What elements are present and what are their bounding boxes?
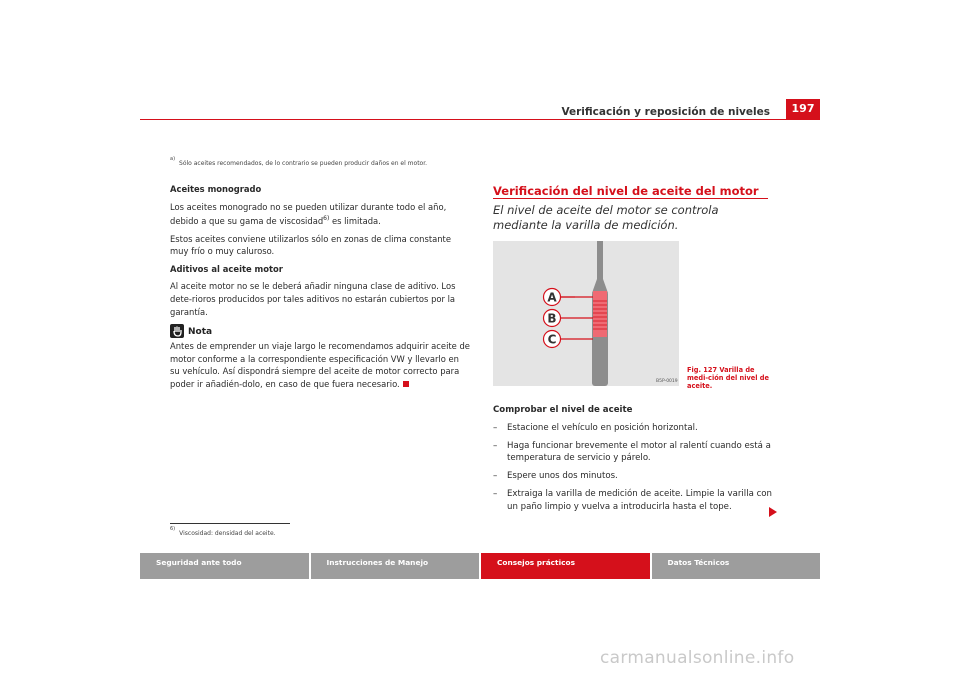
footnote-a <box>170 158 490 167</box>
footnote-a-text: Sólo aceites recomendados, de lo contrario se pueden producir daños en el motor. <box>179 160 428 167</box>
label-B-text: B <box>547 311 557 326</box>
tab-datos[interactable]: Datos Técnicos <box>652 553 821 579</box>
step-text: Haga funcionar brevemente el motor al ralentí cuando está a temperatura de servicio y párelo. <box>507 440 771 464</box>
tab-instrucciones[interactable]: Instrucciones de Manejo <box>311 553 480 579</box>
heading-aditivos: Aditivos al aceite motor <box>170 263 283 274</box>
section-intro: El nivel de aceite del motor se controla mediante la varilla de medición. <box>493 203 719 232</box>
step-text: Espere unos dos minutos. <box>507 471 618 482</box>
footnote-6 <box>170 528 370 537</box>
procedure <box>493 404 778 514</box>
procedure-step <box>493 422 778 435</box>
procedure-title: Comprobar el nivel de aceite <box>493 405 633 415</box>
procedure-step <box>493 470 778 483</box>
dipstick-figure <box>493 241 679 386</box>
watermark: carmanualsonline.info <box>600 648 795 668</box>
nota-label: Nota <box>188 326 213 337</box>
continue-arrow-icon[interactable] <box>769 507 777 517</box>
step-dash: – <box>493 471 498 482</box>
footnote-6-text: Viscosidad: densidad del aceite. <box>179 530 276 537</box>
tab-consejos[interactable]: Consejos prácticos <box>481 553 650 579</box>
section-rule <box>493 198 768 199</box>
para-monogrado-1-end: es limitada. <box>329 215 381 226</box>
procedure-step <box>493 440 778 466</box>
para-monogrado-1-text: Los aceites monogrado no se pueden utilizar durante todo el año, debido a que su gama de viscosidad <box>170 201 447 226</box>
nota-text <box>170 340 470 390</box>
left-column <box>170 183 470 396</box>
note-icon <box>170 324 184 338</box>
step-dash: – <box>493 422 498 433</box>
para-monogrado-1 <box>170 201 470 228</box>
section-end-marker <box>403 381 409 387</box>
label-A-text: A <box>547 290 557 305</box>
footnote-6-marker: 6) <box>170 526 176 532</box>
para-monogrado-2: Estos aceites conviene utilizarlos sólo en zonas de clima constante muy frío o muy caluroso. <box>170 233 451 257</box>
para-aditivos: Al aceite motor no se le deberá añadir ninguna clase de aditivo. Los dete-rioros producidos por tales aditivos no estarán cubiertos por la garantía. <box>170 281 456 317</box>
section-title: Verificación del nivel de aceite del motor <box>493 184 759 198</box>
measurement-zone <box>593 291 607 337</box>
chapter-nav <box>140 553 820 579</box>
step-dash: – <box>493 488 498 499</box>
nota-text-body: Antes de emprender un viaje largo le recomendamos adquirir aceite de motor conforme a la correspondiente especificación VW y llevarlo en su vehículo. Así dispondrá siempre del aceite de motor correcto para poder ir añadién-dolo, en caso de que fuera necesario. <box>170 341 470 389</box>
page-number: 197 <box>786 99 820 119</box>
procedure-step <box>493 488 778 514</box>
heading-monogrado: Aceites monogrado <box>170 184 262 194</box>
step-text: Extraiga la varilla de medición de aceite. Limpie la varilla con un paño limpio y vuelva a introducirla hasta el tope. <box>507 488 773 512</box>
running-header-title: Verificación y reposición de niveles <box>561 106 770 118</box>
figure-code: B5P-0019 <box>656 379 678 384</box>
nota-heading <box>170 324 470 338</box>
tab-seguridad[interactable]: Seguridad ante todo <box>140 553 309 579</box>
footnote-a-marker: a) <box>170 156 176 162</box>
dipstick-illustration <box>493 241 679 386</box>
header-rule <box>140 119 820 120</box>
step-dash: – <box>493 440 498 451</box>
figure-caption: Fig. 127 Varilla de medi-ción del nivel de aceite. <box>687 366 769 390</box>
footnote-rule <box>170 523 290 524</box>
step-text: Estacione el vehículo en posición horizontal. <box>507 422 698 433</box>
label-C-text: C <box>547 332 557 347</box>
footnote-ref-6[interactable]: 6) <box>323 215 330 223</box>
